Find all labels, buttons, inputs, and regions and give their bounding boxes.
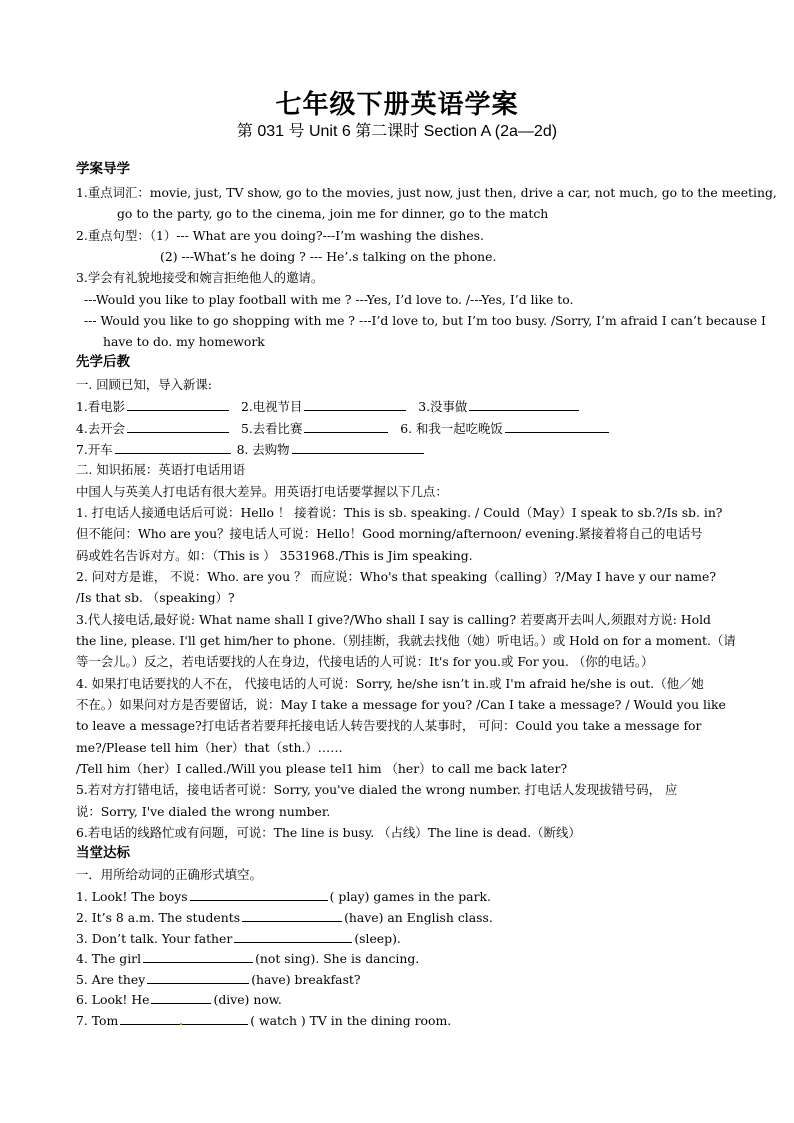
phone-point-2-line-1: 2. 问对方是谁， 不说：Who. are you ？ 而应说：Who's that speaking（calling）?/May I have y our name? [76, 569, 716, 584]
answer-blank[interactable] [304, 420, 388, 433]
review-item-6: 6. 和我一起吃晚饭 [400, 421, 503, 436]
page-title: 七年级下册英语学案 [275, 90, 519, 120]
exercise-prompt: 6. Look! He [76, 992, 150, 1007]
phone-point-1-line-3: 码或姓名告诉对方。如：（This is ） 3531968./This is Jim speaking. [76, 548, 473, 563]
phone-point-6: 6.若电话的线路忙或有问题，可说：The line is busy. （占线）The line is dead.（断线） [76, 825, 581, 840]
exercise-verb-hint: ( watch ) TV in the dining room. [250, 1013, 452, 1028]
phone-point-1-line-2: 但不能问：Who are you？接电话人可说：Hello！Good morning/afternoon/ evening.紧接着将自己的电话号 [76, 526, 703, 541]
example-line-1: ---Would you like to play football with me ? ---Yes, I’d love to. /---Yes, I’d like to. [84, 292, 574, 307]
review-item-3: 3.没事做 [418, 399, 468, 414]
exercise-item [76, 1012, 451, 1028]
review-item-1: 1.看电影 [76, 399, 125, 414]
review-item-5: 5.去看比赛 [240, 421, 303, 436]
section-heading-guide: 学案导学 [76, 161, 130, 177]
review-item-2: 2.电视节目 [240, 399, 303, 414]
exercise-prompt: 5. Are they [76, 972, 146, 987]
answer-blank[interactable] [115, 441, 231, 454]
exercise-item [76, 971, 361, 987]
phone-point-4-line-5: /Tell him（her）I called./Will you please tel1 him （her）to call me back later? [76, 761, 568, 776]
answer-blank[interactable] [127, 420, 229, 433]
phone-point-3-line-2: the line, please. I'll get him/her to phone.（别挂断，我就去找他（她）听电话。）或 Hold on for a moment.（请 [76, 633, 736, 648]
answer-blank[interactable] [190, 888, 328, 901]
answer-blank[interactable] [505, 420, 609, 433]
exercise-prompt: 4. The girl [76, 951, 142, 966]
phone-point-3-line-3: 等一会儿。）反之，若电话要找的人在身边，代接电话的人可说：It's for you.或 For you. （你的电话。） [76, 654, 654, 669]
phone-point-4-line-4: me?/Please tell him（her）that（sth.）…… [76, 740, 343, 755]
exercise-verb-hint: ( play) games in the park. [329, 889, 491, 904]
review-item-7: 7.开车 [76, 442, 113, 457]
phone-point-5-line-2: 说：Sorry, I've dialed the wrong number. [76, 804, 331, 819]
review-row-1 [76, 398, 581, 414]
exercise-prompt: 7. Tom [76, 1013, 119, 1028]
phone-point-5-line-1: 5.若对方打错电话，接电话者可说：Sorry, you've dialed the wrong number. 打电话人发现拔错号码， 应 [76, 782, 678, 797]
answer-blank[interactable] [127, 398, 229, 411]
phone-point-4-line-1: 4. 如果打电话要找的人不在， 代接电话的人可说：Sorry, he/she isn’t in.或 I'm afraid he/she is out.（他／她 [76, 676, 704, 691]
exercise-verb-hint: (not sing). She is dancing. [255, 951, 420, 966]
exercise-verb-hint: (have) breakfast? [251, 972, 361, 987]
answer-blank[interactable] [147, 971, 249, 984]
exercise-verb-hint: (sleep). [354, 931, 401, 946]
answer-blank[interactable] [304, 398, 406, 411]
exercise-prompt: 2. It’s 8 a.m. The students [76, 910, 241, 925]
exercise-instruction: 一．用所给动词的正确形式填空。 [76, 867, 262, 882]
section-heading-class: 当堂达标 [76, 845, 130, 861]
part1-title: 一. 回顾已知，导入新课: [76, 377, 212, 392]
exercise-verb-hint: (dive) now. [213, 992, 282, 1007]
answer-blank[interactable] [234, 930, 352, 943]
answer-blank[interactable] [292, 441, 424, 454]
example-line-2: --- Would you like to go shopping with me ? ---I’d love to, but I’m too busy. /Sorry, I’m afraid I can’t because I [84, 313, 766, 328]
pattern-line-2: (2) ---What’s he doing ? --- He’.s talking on the phone. [160, 249, 497, 264]
phone-point-1-line-1: 1. 打电话人接通电话后可说：Hello ！ 接着说：This is sb. speaking. / Could（May）I speak to sb.?/Is sb. in? [76, 505, 723, 520]
phone-point-4-line-2: 不在。）如果问对方是否要留话，说：May I take a message for you? /Can I take a message? / Would you like [76, 697, 726, 712]
answer-blank[interactable] [151, 991, 211, 1004]
exercise-verb-hint: (have) an English class. [344, 910, 493, 925]
exercise-prompt: 1. Look! The boys [76, 889, 188, 904]
phone-point-2-line-2: /Is that sb. （speaking）? [76, 590, 235, 605]
vocab-line-2: go to the party, go to the cinema, join me for dinner, go to the match [117, 206, 549, 221]
answer-blank[interactable] [143, 950, 253, 963]
exercise-item [76, 950, 419, 966]
exercise-prompt: 3. Don’t talk. Your father [76, 931, 233, 946]
exercise-item [76, 930, 401, 946]
phone-intro: 中国人与英美人打电话有很大差异。用英语打电话要掌握以下几点： [76, 484, 448, 499]
vocab-line-1: 1.重点词汇：movie, just, TV show, go to the movies, just now, just then, drive a car, not much, go to the meeting, [76, 185, 777, 200]
example-line-3: have to do. my homework [103, 334, 265, 349]
goal-line: 3.学会有礼貌地接受和婉言拒绝他人的邀请。 [76, 270, 324, 285]
review-row-3 [76, 441, 426, 457]
section-heading-pre: 先学后教 [76, 354, 130, 370]
exercise-item [76, 888, 491, 904]
exercise-item [76, 909, 493, 925]
pattern-line-1: 2.重点句型：（1）--- What are you doing?---I’m washing the dishes. [76, 228, 484, 243]
review-item-8: 8. 去购物 [236, 442, 290, 457]
answer-blank[interactable] [120, 1012, 248, 1025]
answer-blank[interactable] [242, 909, 342, 922]
phone-point-3-line-1: 3.代人接电话,最好说: What name shall I give?/Who shall I say is calling? 若要离开去叫人,须跟对方说: Hold [76, 612, 711, 627]
part2-title: 二. 知识拓展：英语打电话用语 [76, 462, 245, 477]
answer-blank[interactable] [469, 398, 579, 411]
page-subtitle: 第 031 号 Unit 6 第二课时 Section A (2a—2d) [236, 123, 558, 140]
review-item-4: 4.去开会 [76, 421, 125, 436]
exercise-item [76, 991, 282, 1007]
phone-point-4-line-3: to leave a message?打电话者若要拜托接电话人转告要找的人某事时， 可问：Could you take a message for [76, 718, 702, 733]
review-row-2 [76, 420, 611, 436]
